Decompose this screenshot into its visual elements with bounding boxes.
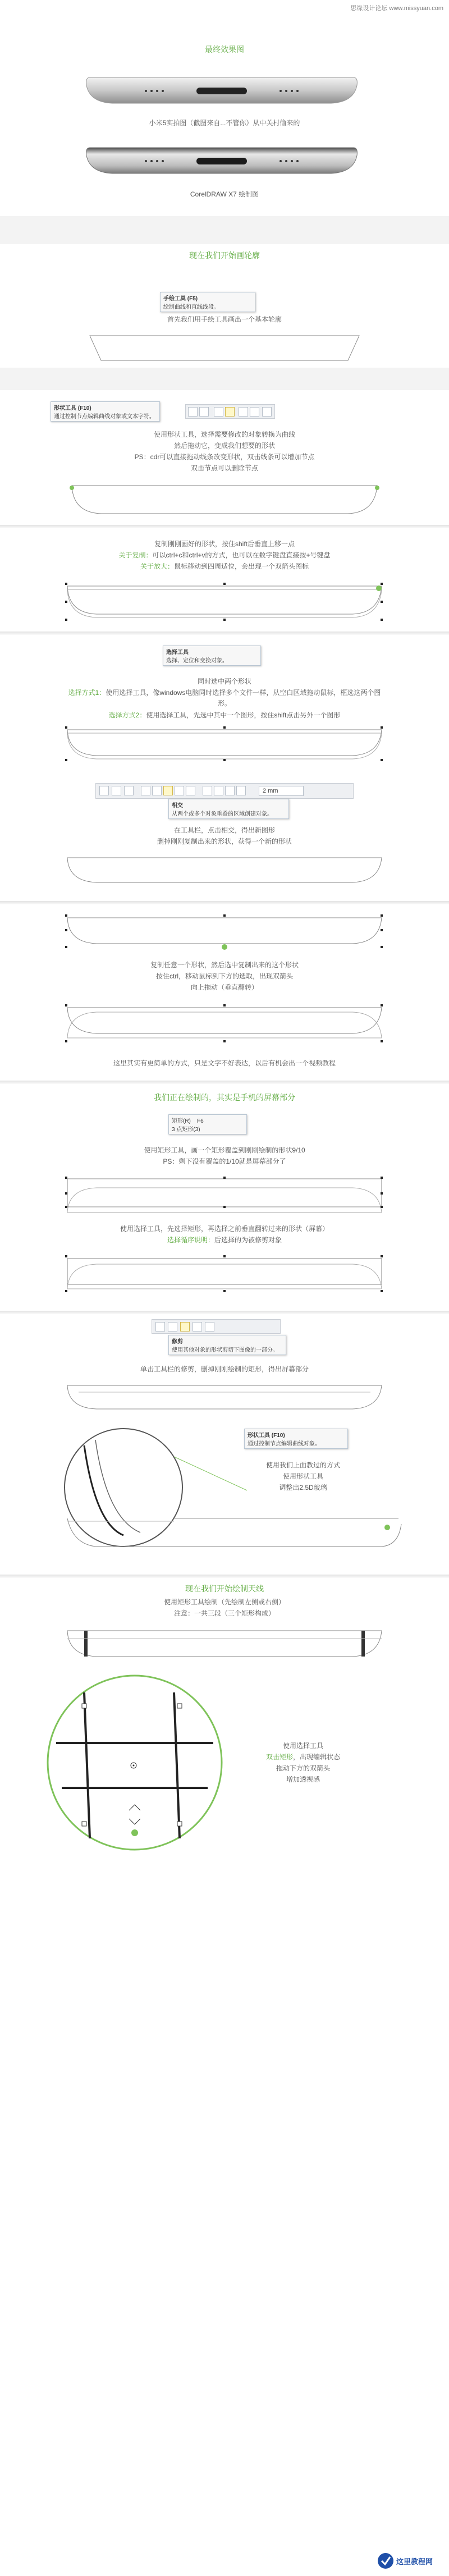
divider xyxy=(0,901,449,904)
intersect-button[interactable] xyxy=(163,786,173,795)
weld-button[interactable] xyxy=(141,786,150,795)
tooltip-title: 修剪 xyxy=(172,1339,183,1345)
section5-title: 我们正在绘制的，其实是手机的屏幕部分 xyxy=(154,1093,295,1102)
select-method-2-label: 选择方式2： xyxy=(108,711,146,719)
flipped-shape-selected xyxy=(62,912,387,951)
site-watermark: 思缘设计论坛 www.missyuan.com xyxy=(350,5,443,12)
toolbar-button[interactable] xyxy=(193,1322,202,1332)
tooltip-desc: 从两个或多个对象重叠的区域创建对象。 xyxy=(172,811,273,817)
video-note: 这里其实有更简单的方式，只是文字不好表达，以后有机会出一个视频教程 xyxy=(113,1059,336,1067)
trim-button[interactable] xyxy=(180,1322,190,1332)
glass-instruction-line: 使用我们上面教过的方式 xyxy=(265,1461,340,1469)
trim-selection xyxy=(62,1252,387,1297)
divider xyxy=(0,1575,449,1578)
select-order-note xyxy=(0,1235,449,1246)
glass-instruction-line: 使用形状工具 xyxy=(282,1472,323,1480)
site-logo-text: 这里教程网 xyxy=(396,2557,433,2566)
divider xyxy=(0,1081,449,1084)
select-method-1-label: 选择方式1： xyxy=(68,689,106,697)
perspective-line: 拖动下方的双箭头 xyxy=(276,1764,330,1772)
node-type-button[interactable] xyxy=(188,407,198,417)
property-toolbar xyxy=(95,783,354,799)
divider xyxy=(0,1311,449,1314)
node-type-button[interactable] xyxy=(214,407,223,417)
site-logo[interactable] xyxy=(376,2550,443,2572)
screen-shape xyxy=(62,1381,387,1415)
toolbar-button[interactable] xyxy=(214,786,223,795)
simplify-button[interactable] xyxy=(175,786,184,795)
node-type-button[interactable] xyxy=(262,407,272,417)
toolbar-button[interactable] xyxy=(168,1322,177,1332)
tooltip-title: 形状工具 (F10) xyxy=(54,405,91,411)
drawing-caption: CorelDRAW X7 绘制图 xyxy=(190,190,259,198)
node-type-button[interactable] xyxy=(239,407,248,417)
rectangle-line: 使用矩形工具，画一个矩形覆盖到刚刚绘制的形状9/10 xyxy=(144,1146,305,1154)
tooltip-title: 形状工具 (F10) xyxy=(248,1433,285,1439)
copy-note-label: 关于复制： xyxy=(118,551,153,559)
intersect-tooltip xyxy=(168,799,289,819)
curved-outline-shape xyxy=(67,480,382,519)
toolbar-button[interactable] xyxy=(205,1322,214,1332)
step2-line: 使用形状工具，选择需要修改的对象转换为曲线 xyxy=(153,431,295,438)
tooltip-desc: 选择、定位和变换对象。 xyxy=(166,658,228,664)
section1-title: 现在我们开始画轮廓 xyxy=(189,251,260,260)
tooltip-desc: 通过控制节点编辑曲线对象。 xyxy=(248,1441,320,1447)
pick-tool-tooltip xyxy=(163,646,261,666)
select-method-1 xyxy=(0,688,449,709)
antenna-note: 注意：一共三段（三个矩形构成） xyxy=(173,1609,275,1617)
menu-item-3point-rectangle[interactable]: 3 点矩形(3) xyxy=(172,1127,200,1133)
toolbar-button[interactable] xyxy=(203,786,212,795)
copy-shape-line: 复制刚刚画好的形状，按住shift后垂直上移一点 xyxy=(154,540,295,548)
trim-button[interactable] xyxy=(152,786,162,795)
toolbar-button[interactable] xyxy=(155,1322,165,1332)
tooltip-desc: 使用其他对象的形状剪切下图像的一部分。 xyxy=(172,1347,278,1353)
antenna-line: 使用矩形工具绘制（先绘制左侧或右侧） xyxy=(163,1598,285,1606)
antenna-zoom xyxy=(45,1670,224,1855)
toolbar-button[interactable] xyxy=(236,786,246,795)
select-method-1-text: 使用选择工具，像windows电脑同时选择多个文件一样，从空白区域拖动鼠标，框选这两个图形。 xyxy=(106,689,381,707)
shape-tool-tooltip xyxy=(51,401,160,422)
flipped-shapes xyxy=(62,1002,387,1047)
tooltip-title: 选择工具 xyxy=(166,649,189,656)
tooltip-title: 手绘工具 (F5) xyxy=(163,296,198,302)
toolbar-button[interactable] xyxy=(99,786,109,795)
glass-instructions xyxy=(219,1459,387,1493)
divider xyxy=(0,632,449,635)
tooltip-desc: 绘制曲线和直线线段。 xyxy=(163,304,219,310)
rectangle-tool-menu xyxy=(168,1114,247,1134)
selected-shapes xyxy=(62,724,387,763)
node-type-button[interactable] xyxy=(199,407,209,417)
trim-tooltip xyxy=(168,1335,286,1355)
step2-line: 然后拖动它，变成我们想要的形状 xyxy=(173,442,275,450)
node-type-button[interactable] xyxy=(250,407,259,417)
glass-instruction-line: 调整出2.5D玻璃 xyxy=(279,1484,327,1491)
divider xyxy=(0,525,449,528)
section6-title: 现在我们开始绘制天线 xyxy=(185,1584,264,1593)
perspective-line: 使用选择工具 xyxy=(282,1742,323,1750)
freehand-tool-tooltip xyxy=(160,292,255,312)
menu-item-rectangle[interactable]: 矩形(R) F6 xyxy=(172,1118,204,1124)
rectangle-note: PS：剩下没有覆盖的1/10就是屏幕部分了 xyxy=(163,1157,286,1165)
copy-note xyxy=(0,550,449,561)
select-order-line: 使用选择工具，先选择矩形，再选择之前垂直翻转过来的形状（屏幕） xyxy=(120,1225,329,1233)
intersect-line: 在工具栏，点击相交，得出新图形 xyxy=(173,826,275,834)
phone-photo-image xyxy=(84,73,359,107)
toolbar-button[interactable] xyxy=(112,786,121,795)
tooltip-desc: 通过控制节点编辑曲线对象或文本字符。 xyxy=(54,414,155,420)
perspective-line: 增加透视感 xyxy=(286,1776,320,1783)
step2-line: 双击节点可以删除节点 xyxy=(190,464,258,472)
section-band xyxy=(0,216,449,244)
front-minus-back-button[interactable] xyxy=(186,786,195,795)
perspective-instructions xyxy=(224,1740,382,1785)
tooltip-title: 相交 xyxy=(172,803,183,809)
rectangle-over-shape xyxy=(62,1173,387,1218)
node-toolbar xyxy=(185,404,275,419)
final-effect-title: 最终效果图 xyxy=(205,45,244,54)
duplicated-shapes xyxy=(62,578,387,623)
flip-line: 向上拖动（垂直翻转） xyxy=(190,983,258,991)
zoom-note-label: 关于放大： xyxy=(140,562,174,570)
zoom-note-text: 鼠标移动到四周适位，会出现一个双箭头图标 xyxy=(174,562,309,570)
select-order-label: 选择循序说明： xyxy=(167,1236,214,1244)
step2-line: PS：cdr可以直接拖动线条改变形状，双击线条可以增加节点 xyxy=(134,453,315,461)
section-band xyxy=(0,368,449,390)
convert-to-curve-button[interactable] xyxy=(225,407,235,417)
select-method-2-text: 使用选择工具，先选中其中一个图形，按住shift点击另外一个图形 xyxy=(146,711,341,719)
highlight-double-click: 双击矩形 xyxy=(265,1753,293,1761)
perspective-line: 双击矩形，出现编辑状态 xyxy=(265,1753,341,1761)
toolbar-button[interactable] xyxy=(124,786,134,795)
step1-caption: 首先我们用手绘工具画出一个基本轮廓 xyxy=(167,315,282,323)
photo-caption: 小米5实拍图（截图来自...不管你）从中关村偷来的 xyxy=(149,119,300,127)
select-method-2 xyxy=(0,710,449,721)
select-both-line: 同时选中两个形状 xyxy=(197,678,251,685)
select-order-text: 后选择的为被修剪对象 xyxy=(214,1236,282,1244)
basic-outline-shape xyxy=(84,331,365,365)
outline-width-select[interactable] xyxy=(259,786,304,796)
phone-drawing-image xyxy=(84,143,359,177)
copy-note-text: 可以ctrl+c和ctrl+v的方式，也可以在数字键盘直接按+号键盘 xyxy=(152,551,331,559)
intersected-shape xyxy=(62,853,387,887)
delete-copy-line: 删掉刚刚复制出来的形状，获得一个新的形状 xyxy=(157,838,292,845)
toolbar-button[interactable] xyxy=(225,786,235,795)
flip-line: 按住ctrl，移动鼠标到下方的选取，出现双箭头 xyxy=(156,972,293,980)
flip-line: 复制任意一个形状，然后选中复制出来的这个形状 xyxy=(150,961,299,969)
trim-result-line: 单击工具栏的修剪，删掉刚刚绘制的矩形，得出屏幕部分 xyxy=(140,1365,309,1373)
shaping-toolbar xyxy=(152,1319,281,1334)
outline-width-value: 2 mm xyxy=(263,788,278,794)
antenna-rectangles xyxy=(62,1625,387,1664)
shape-tool-tooltip-2 xyxy=(244,1429,348,1449)
zoom-note xyxy=(0,561,449,572)
